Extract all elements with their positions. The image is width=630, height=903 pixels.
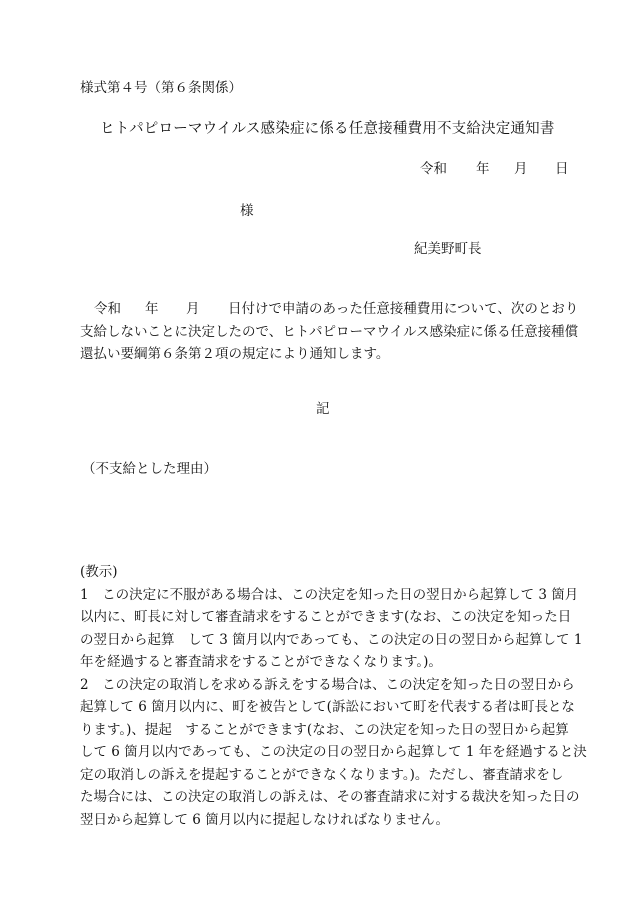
notice-heading: (教示) xyxy=(80,564,118,580)
recipient-honorific: 様 xyxy=(240,203,254,219)
notice-line: 翌日から起算して 6 箇月以内に提起しなければなりません。 xyxy=(80,811,449,828)
date-month-label: 月 xyxy=(514,161,528,177)
notice-section xyxy=(80,561,587,831)
body-line-2: 支給しないことに決定したので、ヒトパピローマウイルス感染症に係る任意接種償 xyxy=(80,323,579,340)
form-number: 様式第４号（第６条関係） xyxy=(80,80,242,96)
notice-line: 以内に、町長に対して審査請求をすることができます(なお、この決定を知った日 xyxy=(80,609,572,625)
document-title: ヒトパピローマウイルス感染症に係る任意接種費用不支給決定通知書 xyxy=(100,121,555,137)
notice-line: 2 この決定の取消しを求める訴えをする場合は、この決定を知った日の翌日から xyxy=(80,676,575,693)
notice-line: 1 この決定に不服がある場合は、この決定を知った日の翌日から起算して 3 箇月 xyxy=(80,586,579,603)
date-era: 令和 xyxy=(420,161,447,177)
notice-line: ります。)、提起 することができます(なお、この決定を知った日の翌日から起算 xyxy=(80,721,569,738)
body-line-1 xyxy=(80,298,579,321)
date-day-label: 日 xyxy=(555,161,569,177)
notice-line: 定の取消しの訴えを提起することができなくなります。)。ただし、審査請求をし xyxy=(80,766,564,783)
notice-line: た場合には、この決定の取消しの訴えは、その審査請求に対する裁決を知った日の xyxy=(80,789,580,805)
body-line-3: 還払い要綱第６条第２項の規定により通知します。 xyxy=(80,346,390,362)
body-date-year-label: 年 xyxy=(145,301,159,317)
notice-line: 年を経過すると審査請求をすることができなくなります。)。 xyxy=(80,654,442,670)
ki-heading: 記 xyxy=(316,401,330,417)
notice-line: の翌日から起算 して 3 箇月以内であっても、この決定の日の翌日から起算して 1 xyxy=(80,631,583,648)
body-date-month-label: 月 xyxy=(186,301,200,317)
body-line-1-text: 日付けで申請のあった任意接種費用について、次のとおり xyxy=(228,301,579,317)
body-paragraph xyxy=(80,298,579,366)
body-date-era: 令和 xyxy=(94,301,121,317)
sender-name: 紀美野町長 xyxy=(414,241,482,257)
notice-line: 起算して 6 箇月以内に、町を被告として(訴訟において町を代表する者は町長とな xyxy=(80,699,575,715)
reason-label: （不支給とした理由） xyxy=(82,461,217,477)
notice-line: して 6 箇月以内であっても、この決定の日の翌日から起算して 1 年を経過すると決 xyxy=(80,744,587,760)
date-year-label: 年 xyxy=(476,161,490,177)
